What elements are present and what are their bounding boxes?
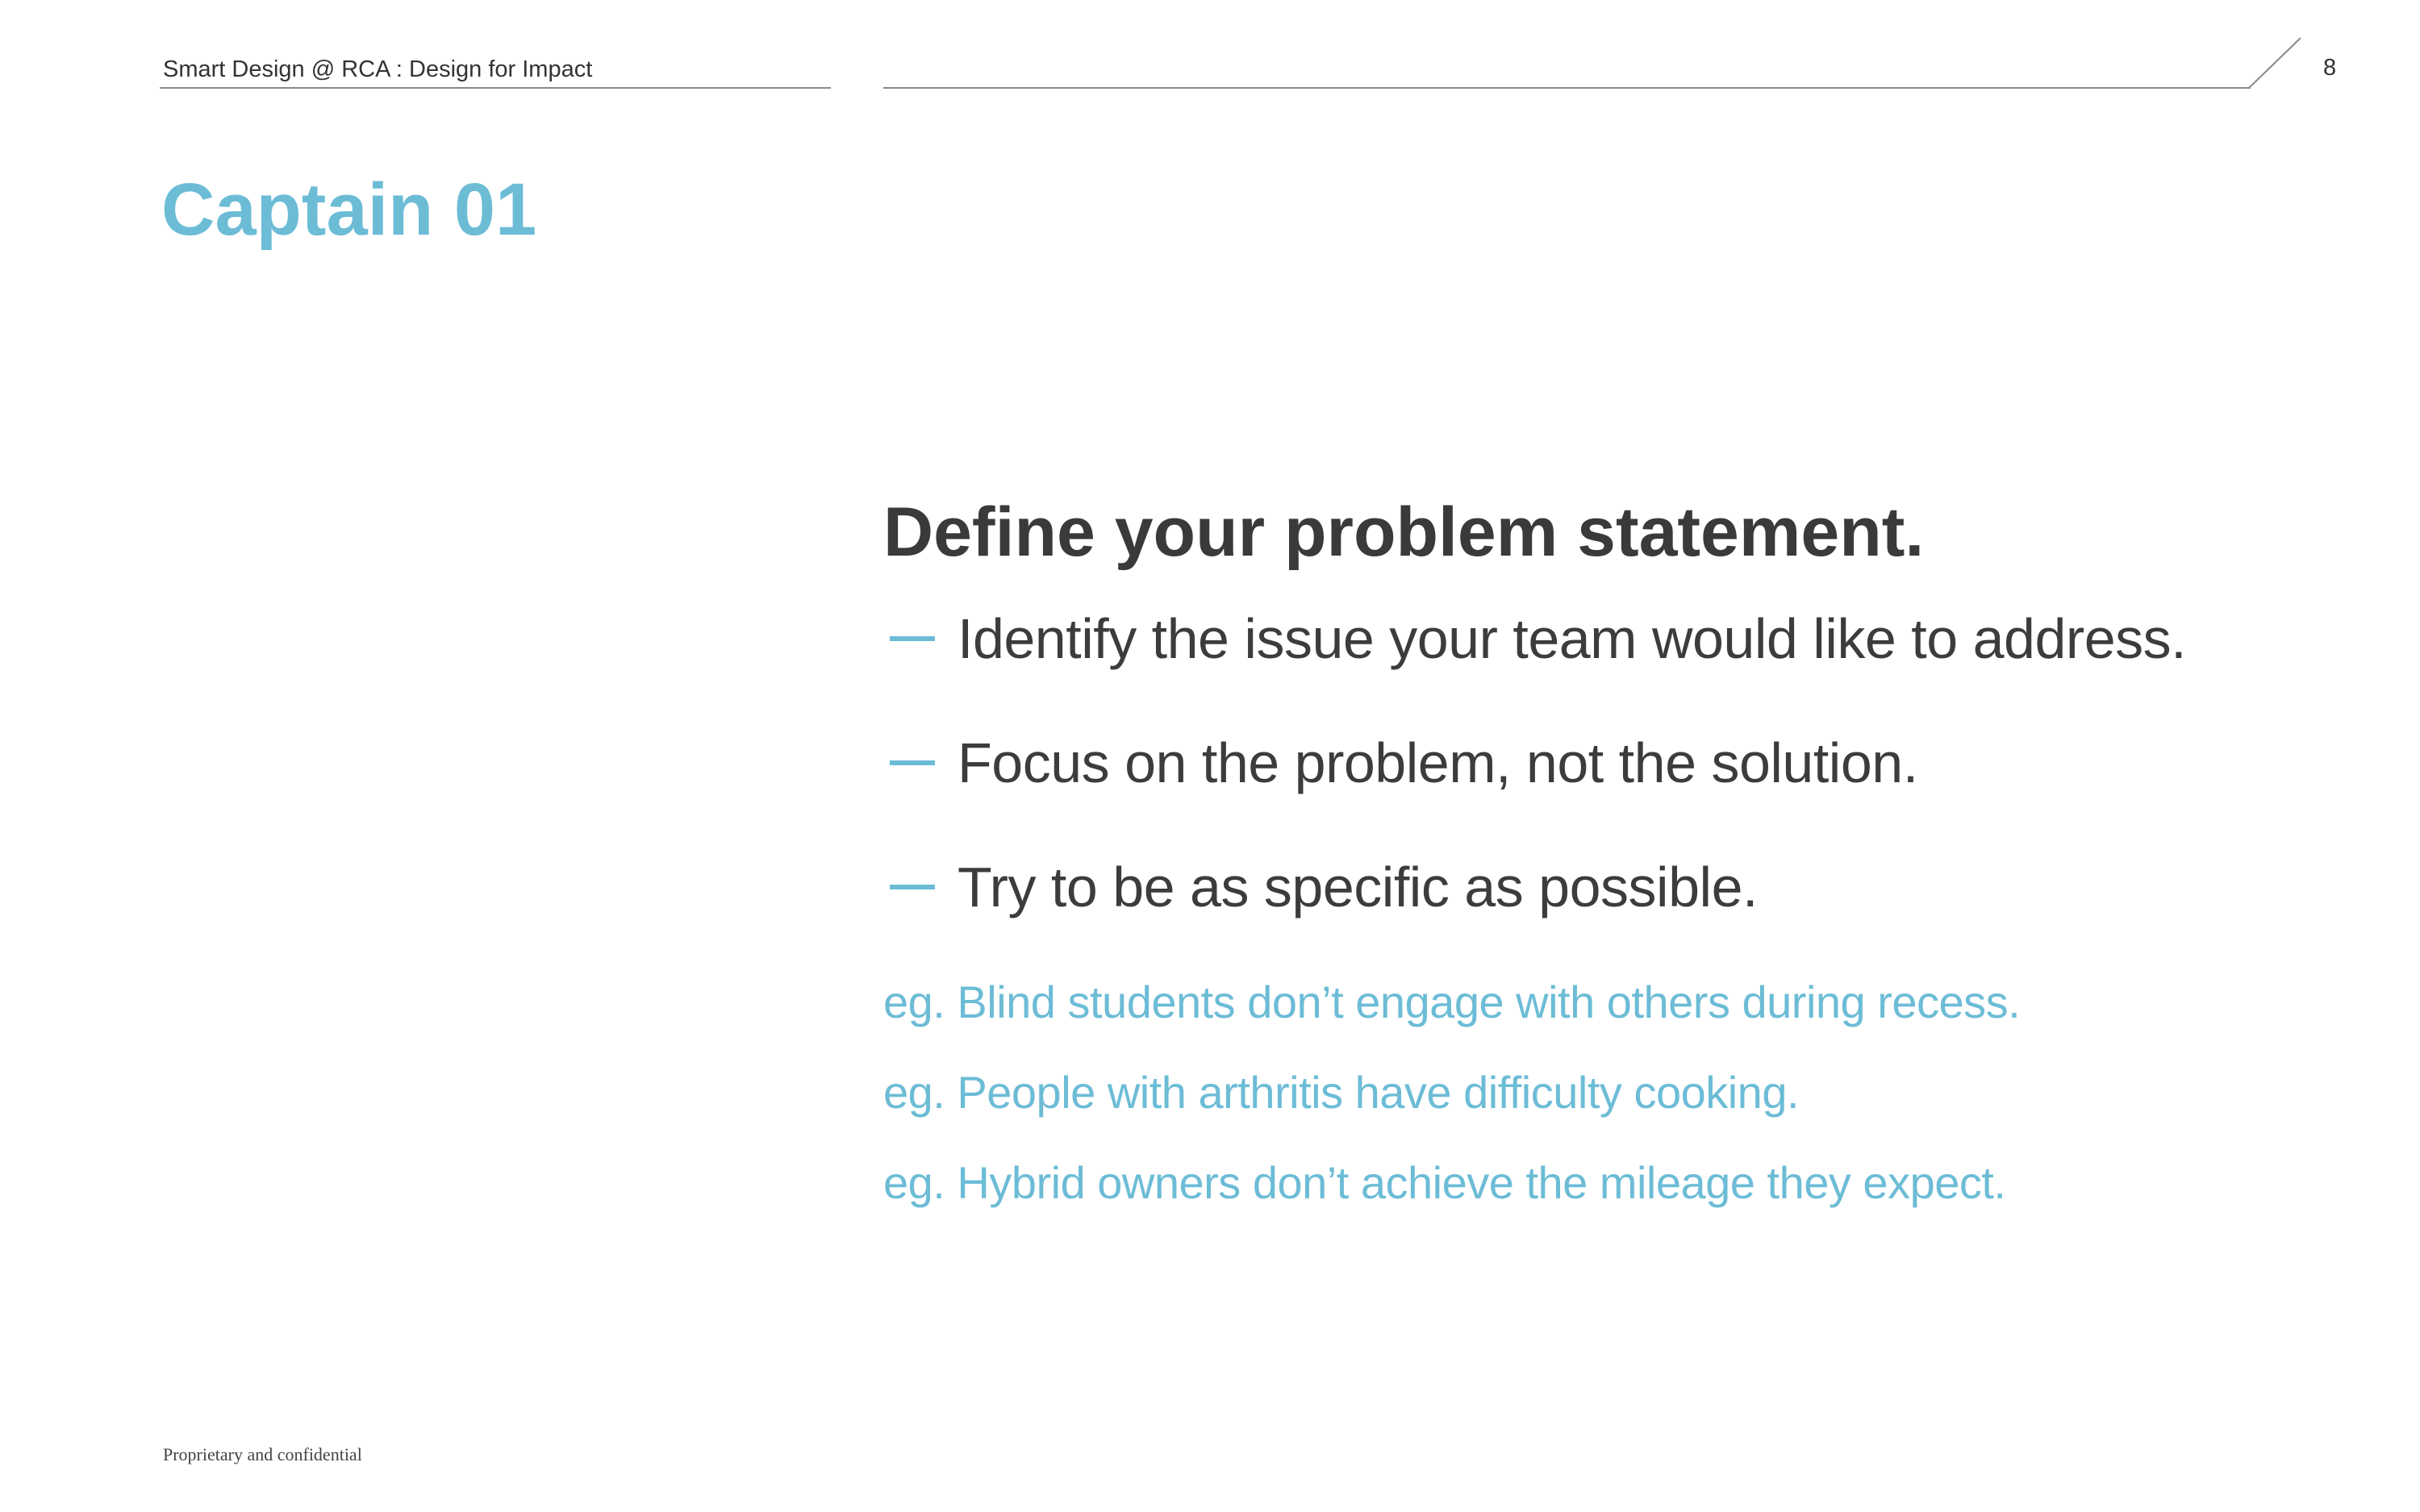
dash-icon (890, 760, 935, 765)
header-rule-left (160, 87, 831, 89)
footer-confidential: Proprietary and confidential (163, 1444, 362, 1464)
example-item: eg. Hybrid owners don’t achieve the mileage they expect. (883, 1157, 2006, 1208)
bullet-text: Try to be as specific as possible. (958, 856, 1758, 918)
bullet-text: Identify the issue your team would like to address. (958, 607, 2187, 670)
bullet-item (883, 825, 2376, 949)
bullet-item (883, 577, 2376, 701)
main-content (883, 488, 2376, 1228)
page-number: 8 (2323, 55, 2337, 81)
section-title: Captain 01 (161, 169, 537, 251)
dash-icon (890, 885, 935, 889)
problem-heading: Define your problem statement. (883, 494, 1925, 571)
dash-icon (890, 636, 935, 641)
bullet-text: Focus on the problem, not the solution. (958, 731, 1918, 794)
header-title: Smart Design @ RCA : Design for Impact (163, 56, 593, 82)
bullet-item (883, 701, 2376, 825)
example-item: eg. People with arthritis have difficulty cooking. (883, 1067, 1800, 1118)
bullet-list (883, 577, 2376, 949)
examples-list (883, 957, 2376, 1228)
example-item: eg. Blind students don’t engage with others during recess. (883, 977, 2021, 1027)
slash-divider-icon (2247, 36, 2302, 90)
header-rule-right (883, 87, 2251, 89)
